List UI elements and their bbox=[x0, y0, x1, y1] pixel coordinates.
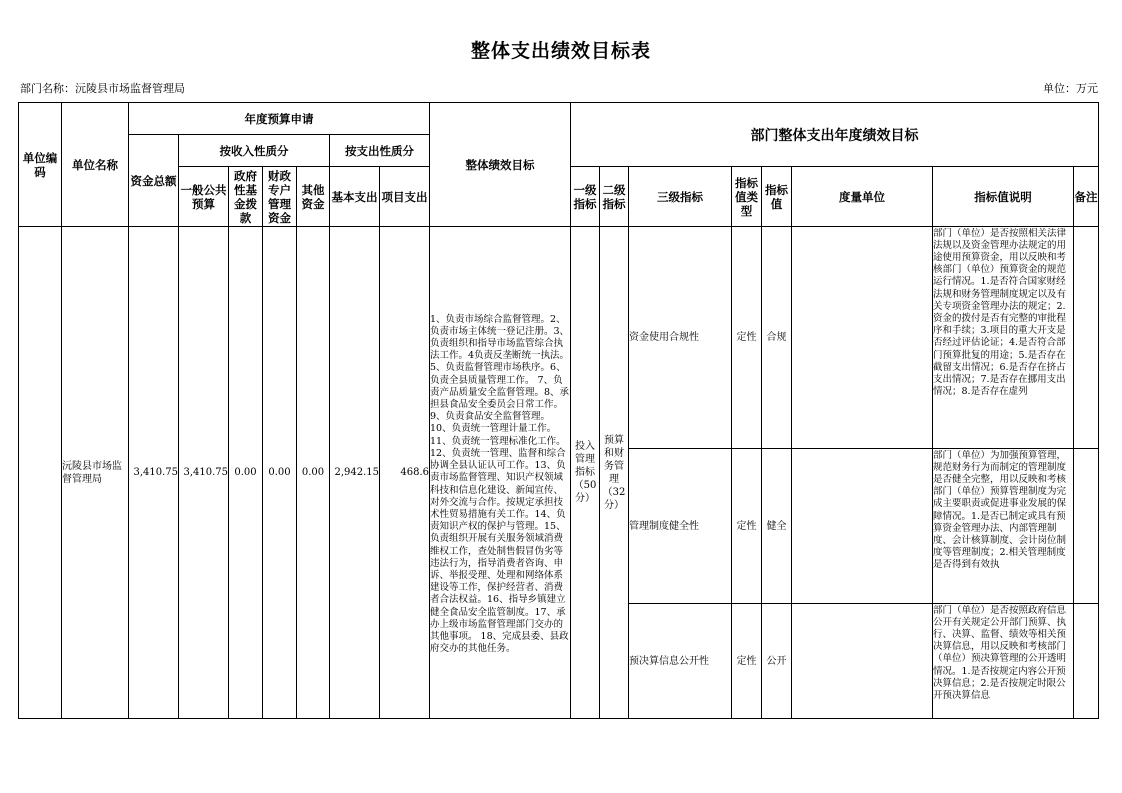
header-project-exp: 项目支出 bbox=[380, 167, 430, 227]
cell-remark-0 bbox=[1074, 227, 1099, 449]
overall-goal-text: 1、负责市场综合监督管理。2、负责市场主体统一登记注册。3、负责组织和指导市场监管综合执法工作。4负责反垄断统一执法。5、负责监督管理市场秩序。6、负责全县质量管理工作。 7、负责产品质量安全监督管理。8、承担县食品安全委员会日常工作。9、负责食品安全监督管理。10、负责统一管理计量工作。11、负责统一管理标准化工作。12、负责统一管理、监督和综合协调全县认证认可工作。13、负责市场监督管理、知识产权领域科技和信息化建设、新闻宣传、对外交流与合作。按规定承担技术性贸易措施有关工作。14、负责知识产权的保护与管理。15、负责组织开展有关服务领域消费维权工作，查处制售假冒伪劣等违法行为，指导消费者咨询、申诉、举报受理、处理和网络体系建设等工作，保护经营者、消费者合法权益。16、指导乡镇建立健全食品安全监管制度。17、承办上级市场监督管理部门交办的其他事项。 18、完成县委、县政府交办的其他任务。 bbox=[430, 313, 570, 655]
header-unit-name: 单位名称 bbox=[62, 103, 129, 227]
cell-level3-0: 资金使用合规性 bbox=[629, 227, 732, 449]
performance-table bbox=[18, 102, 1099, 719]
header-unit-code: 单位编码 bbox=[19, 103, 62, 227]
header-basic-exp: 基本支出 bbox=[330, 167, 380, 227]
page-title: 整体支出绩效目标表 bbox=[470, 40, 651, 62]
cell-total: 3,410.75 bbox=[129, 227, 179, 719]
cell-value-desc-0 bbox=[933, 227, 1074, 449]
cell-value-type-0: 定性 bbox=[732, 227, 762, 449]
cell-basic-exp: 2,942.15 bbox=[330, 227, 380, 719]
header-value-desc: 指标值说明 bbox=[933, 167, 1074, 227]
cell-remark-2 bbox=[1074, 604, 1099, 719]
cell-project-exp: 468.6 bbox=[380, 227, 430, 719]
header-special-fund: 财政专户管理资金 bbox=[263, 167, 297, 227]
cell-level2: 预算和财务管理（32分） bbox=[600, 227, 629, 719]
header-other-fund: 其他资金 bbox=[297, 167, 330, 227]
cell-level3-2: 预决算信息公开性 bbox=[629, 604, 732, 719]
header-level1: 一级指标 bbox=[571, 167, 600, 227]
header-remark: 备注 bbox=[1074, 167, 1099, 227]
cell-value-0: 合规 bbox=[762, 227, 792, 449]
cell-remark-1 bbox=[1074, 449, 1099, 604]
currency-unit: 单位：万元 bbox=[1043, 82, 1098, 95]
cell-unit-name: 沅陵县市场监督管理局 bbox=[62, 227, 129, 719]
cell-measure-unit-2 bbox=[792, 604, 933, 719]
header-total-funds: 资金总额 bbox=[129, 135, 179, 227]
cell-gov-fund: 0.00 bbox=[229, 227, 263, 719]
value-desc-text-1: 部门（单位）为加强预算管理，规范财务行为而制定的管理制度是否健全完整，用以反映和考核部门（单位）预算管理制度为完成主要职责或促进事业发展的保障情况。1.是否已制定或具有预算资金管理办法、内部管理制度、会计核算制度、会计岗位制度等管理制度；2.相关管理制度是否得到有效执 bbox=[933, 449, 1067, 571]
cell-level3-1: 管理制度健全性 bbox=[629, 449, 732, 604]
cell-value-desc-1 bbox=[933, 449, 1074, 604]
header-value-type: 指标值类型 bbox=[732, 167, 762, 227]
cell-value-2: 公开 bbox=[762, 604, 792, 719]
cell-value-1: 健全 bbox=[762, 449, 792, 604]
cell-general-budget: 3,410.75 bbox=[179, 227, 229, 719]
header-value: 指标值 bbox=[762, 167, 792, 227]
cell-value-type-1: 定性 bbox=[732, 449, 762, 604]
header-measure-unit: 度量单位 bbox=[792, 167, 933, 227]
header-by-income: 按收入性质分 bbox=[179, 135, 330, 167]
cell-overall-goal bbox=[430, 227, 571, 719]
cell-value-desc-2 bbox=[933, 604, 1074, 719]
cell-unit-code bbox=[19, 227, 62, 719]
cell-measure-unit-0 bbox=[792, 227, 933, 449]
cell-other-fund: 0.00 bbox=[297, 227, 330, 719]
header-annual-budget: 年度预算申请 bbox=[129, 103, 430, 135]
header-by-expense: 按支出性质分 bbox=[330, 135, 430, 167]
value-desc-text-2: 部门（单位）是否按照政府信息公开有关规定公开部门预算、执行、决算、监督、绩效等相关预决算信息，用以反映和考核部门（单位）预决算管理的公开透明情况。1.是否按规定内容公开预决算信息；2.是否按规定时限公开预决算信息 bbox=[933, 604, 1067, 701]
department-name: 部门名称：沅陵县市场监督管理局 bbox=[20, 82, 185, 95]
cell-value-type-2: 定性 bbox=[732, 604, 762, 719]
header-general-budget: 一般公共预算 bbox=[179, 167, 229, 227]
cell-special-fund: 0.00 bbox=[263, 227, 297, 719]
header-overall-goal: 整体绩效目标 bbox=[430, 103, 571, 227]
header-level3: 三级指标 bbox=[629, 167, 732, 227]
cell-measure-unit-1 bbox=[792, 449, 933, 604]
value-desc-text-0: 部门（单位）是否按照相关法律法规以及资金管理办法规定的用途使用预算资金，用以反映和考核部门（单位）预算资金的规范运行情况。1.是否符合国家财经法规和财务管理制度规定以及有关专项资金管理办法的规定；2.资金的拨付是否有完整的审批程序和手续；3.项目的重大开支是否经过评估论证；4.是否符合部门预算批复的用途；5.是否存在截留支出情况；6.是否存在挤占支出情况；7.是否存在挪用支出情况；8.是否存在虚列 bbox=[933, 227, 1067, 398]
cell-level1: 投入管理指标（50分） bbox=[571, 227, 600, 719]
header-level2: 二级指标 bbox=[600, 167, 629, 227]
header-gov-fund: 政府性基金拨款 bbox=[229, 167, 263, 227]
header-dept-goal: 部门整体支出年度绩效目标 bbox=[571, 103, 1099, 167]
